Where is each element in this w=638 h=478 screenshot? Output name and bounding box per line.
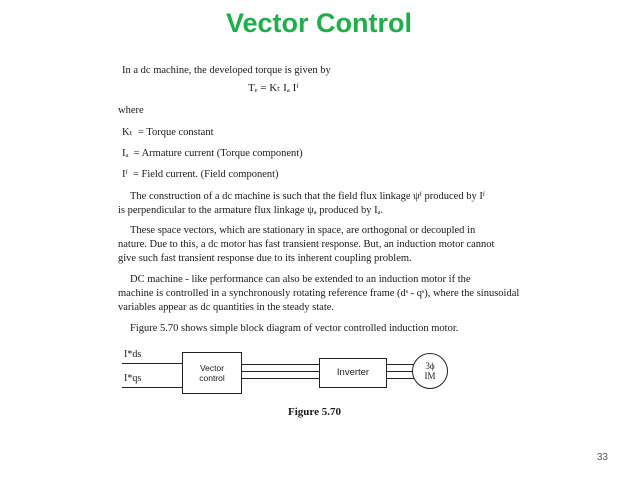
signal-wire-3	[241, 378, 319, 379]
vector-control-line1: Vector	[199, 363, 225, 373]
power-wire-2	[386, 371, 414, 372]
input-iqs-label: I*qs	[124, 373, 142, 384]
signal-wire-1	[241, 364, 319, 365]
power-wire-3	[386, 378, 414, 379]
definition-symbol: Iₐ	[122, 148, 129, 159]
input-iqs-wire	[122, 387, 182, 388]
motor-type-label: IM	[424, 371, 436, 381]
para3-line2: machine is controlled in a synchronously rotating reference frame (dˢ - qˢ), where the sinusoidal	[118, 288, 520, 299]
power-wire-1	[386, 364, 414, 365]
para3-line1: DC machine - like performance can also be extended to an induction motor if the	[130, 274, 471, 285]
definition-ia	[122, 147, 303, 160]
definition-text: = Field current. (Field component)	[132, 169, 279, 180]
signal-wire-2	[241, 371, 319, 372]
definition-if	[122, 168, 279, 181]
vector-control-line2: control	[199, 373, 225, 383]
vector-control-block	[182, 352, 242, 394]
definition-kt	[122, 126, 214, 139]
page-number: 33	[596, 452, 608, 463]
input-ids-label: I*ds	[124, 349, 142, 360]
torque-equation: Tₑ = Kₜ Iₐ Iᶠ	[248, 82, 299, 94]
inverter-block: Inverter	[319, 358, 387, 388]
where-label: where	[118, 105, 144, 116]
figure-caption: Figure 5.70	[288, 406, 341, 418]
definition-symbol: Iᶠ	[122, 169, 128, 180]
figure-intro: Figure 5.70 shows simple block diagram of vector controlled induction motor.	[130, 323, 459, 334]
slide-title: Vector Control	[225, 8, 413, 38]
scanned-page	[118, 60, 520, 430]
para2-line1: These space vectors, which are stationary in space, are orthogonal or decoupled in	[130, 225, 476, 236]
para1-line2: is perpendicular to the armature flux linkage ψₐ produced by Iₐ.	[118, 205, 384, 216]
para3-line3: variables appear as dc quantities in the steady state.	[118, 302, 335, 313]
definition-text: = Torque constant	[137, 127, 214, 138]
input-ids-wire	[122, 363, 182, 364]
para1-line1: The construction of a dc machine is such that the field flux linkage ψᶠ produced by Iᶠ	[130, 191, 486, 202]
para2-line2: nature. Due to this, a dc motor has fast transient response. But, an induction motor cannot	[118, 239, 495, 250]
definition-text: = Armature current (Torque component)	[133, 148, 303, 159]
intro-text: In a dc machine, the developed torque is given by	[122, 65, 331, 76]
definition-symbol: Kₜ	[122, 127, 133, 138]
para2-line3: give such fast transient response due to its inherent coupling problem.	[118, 253, 412, 264]
induction-motor-symbol	[412, 353, 448, 389]
motor-phase-label: 3ϕ	[425, 361, 435, 371]
